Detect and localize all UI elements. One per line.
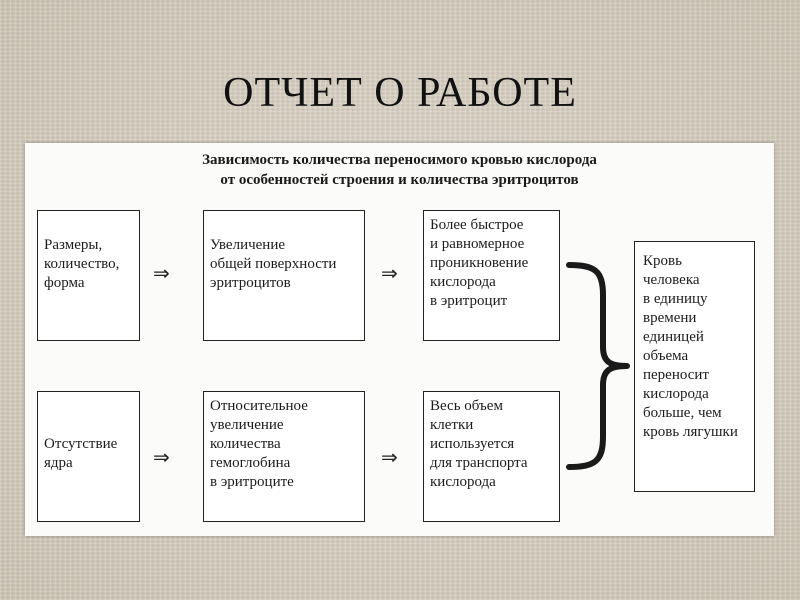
arrow-icon: ⇒ [381,445,398,469]
box-line: Увеличение [210,237,286,253]
box-line: кислорода [430,274,496,290]
box-line: единицей [643,329,704,345]
box-line: общей поверхности [210,256,337,272]
arrow-icon: ⇒ [153,261,170,285]
box-line: Размеры, [44,237,103,253]
box-line: для транспорта [430,455,528,471]
arrow-icon: ⇒ [153,445,170,469]
diagram-title-line: Зависимость количества переносимого кровью кислорода [202,152,597,168]
diagram-panel [25,143,774,536]
box-faster-penetration [423,210,560,341]
box-hemoglobin-increase [203,391,365,522]
diagram-title-line: от особенностей строения и количества эритроцитов [220,172,579,188]
box-line: Более быстрое [430,217,524,233]
box-line: кислорода [643,386,709,402]
box-line: больше, чем [643,405,722,421]
box-line: клетки [430,417,474,433]
box-line: кровь лягушки [643,424,738,440]
box-line: Отсутствие [44,436,118,452]
box-line: гемоглобина [210,455,291,471]
arrow-icon: ⇒ [381,261,398,285]
box-line: форма [44,275,85,291]
box-line: кислорода [430,474,496,490]
box-line: проникновение [430,255,529,271]
box-line: Весь объем [430,398,503,414]
box-line: увеличение [210,417,284,433]
box-line: ядра [44,455,73,471]
box-increased-surface [203,210,365,341]
box-whole-cell-volume [423,391,560,522]
box-line: в эритроците [210,474,294,490]
curly-brace-icon [565,255,637,477]
box-line: в единицу [643,291,708,307]
box-line: Относительное [210,398,308,414]
box-line: в эритроцит [430,293,508,309]
slide-title: ОТЧЕТ О РАБОТЕ [223,70,577,116]
box-line: количества [210,436,281,452]
box-line: времени [643,310,697,326]
box-line: эритроцитов [210,275,291,291]
box-no-nucleus [37,391,140,522]
box-size-count-shape [37,210,140,341]
diagram-title [25,150,774,190]
box-line: Кровь [643,253,682,269]
box-line: и равномерное [430,236,525,252]
box-result-conclusion [634,241,755,492]
box-line: переносит [643,367,709,383]
box-line: объема [643,348,689,364]
box-line: человека [643,272,700,288]
box-line: используется [430,436,515,452]
box-line: количество, [44,256,120,272]
